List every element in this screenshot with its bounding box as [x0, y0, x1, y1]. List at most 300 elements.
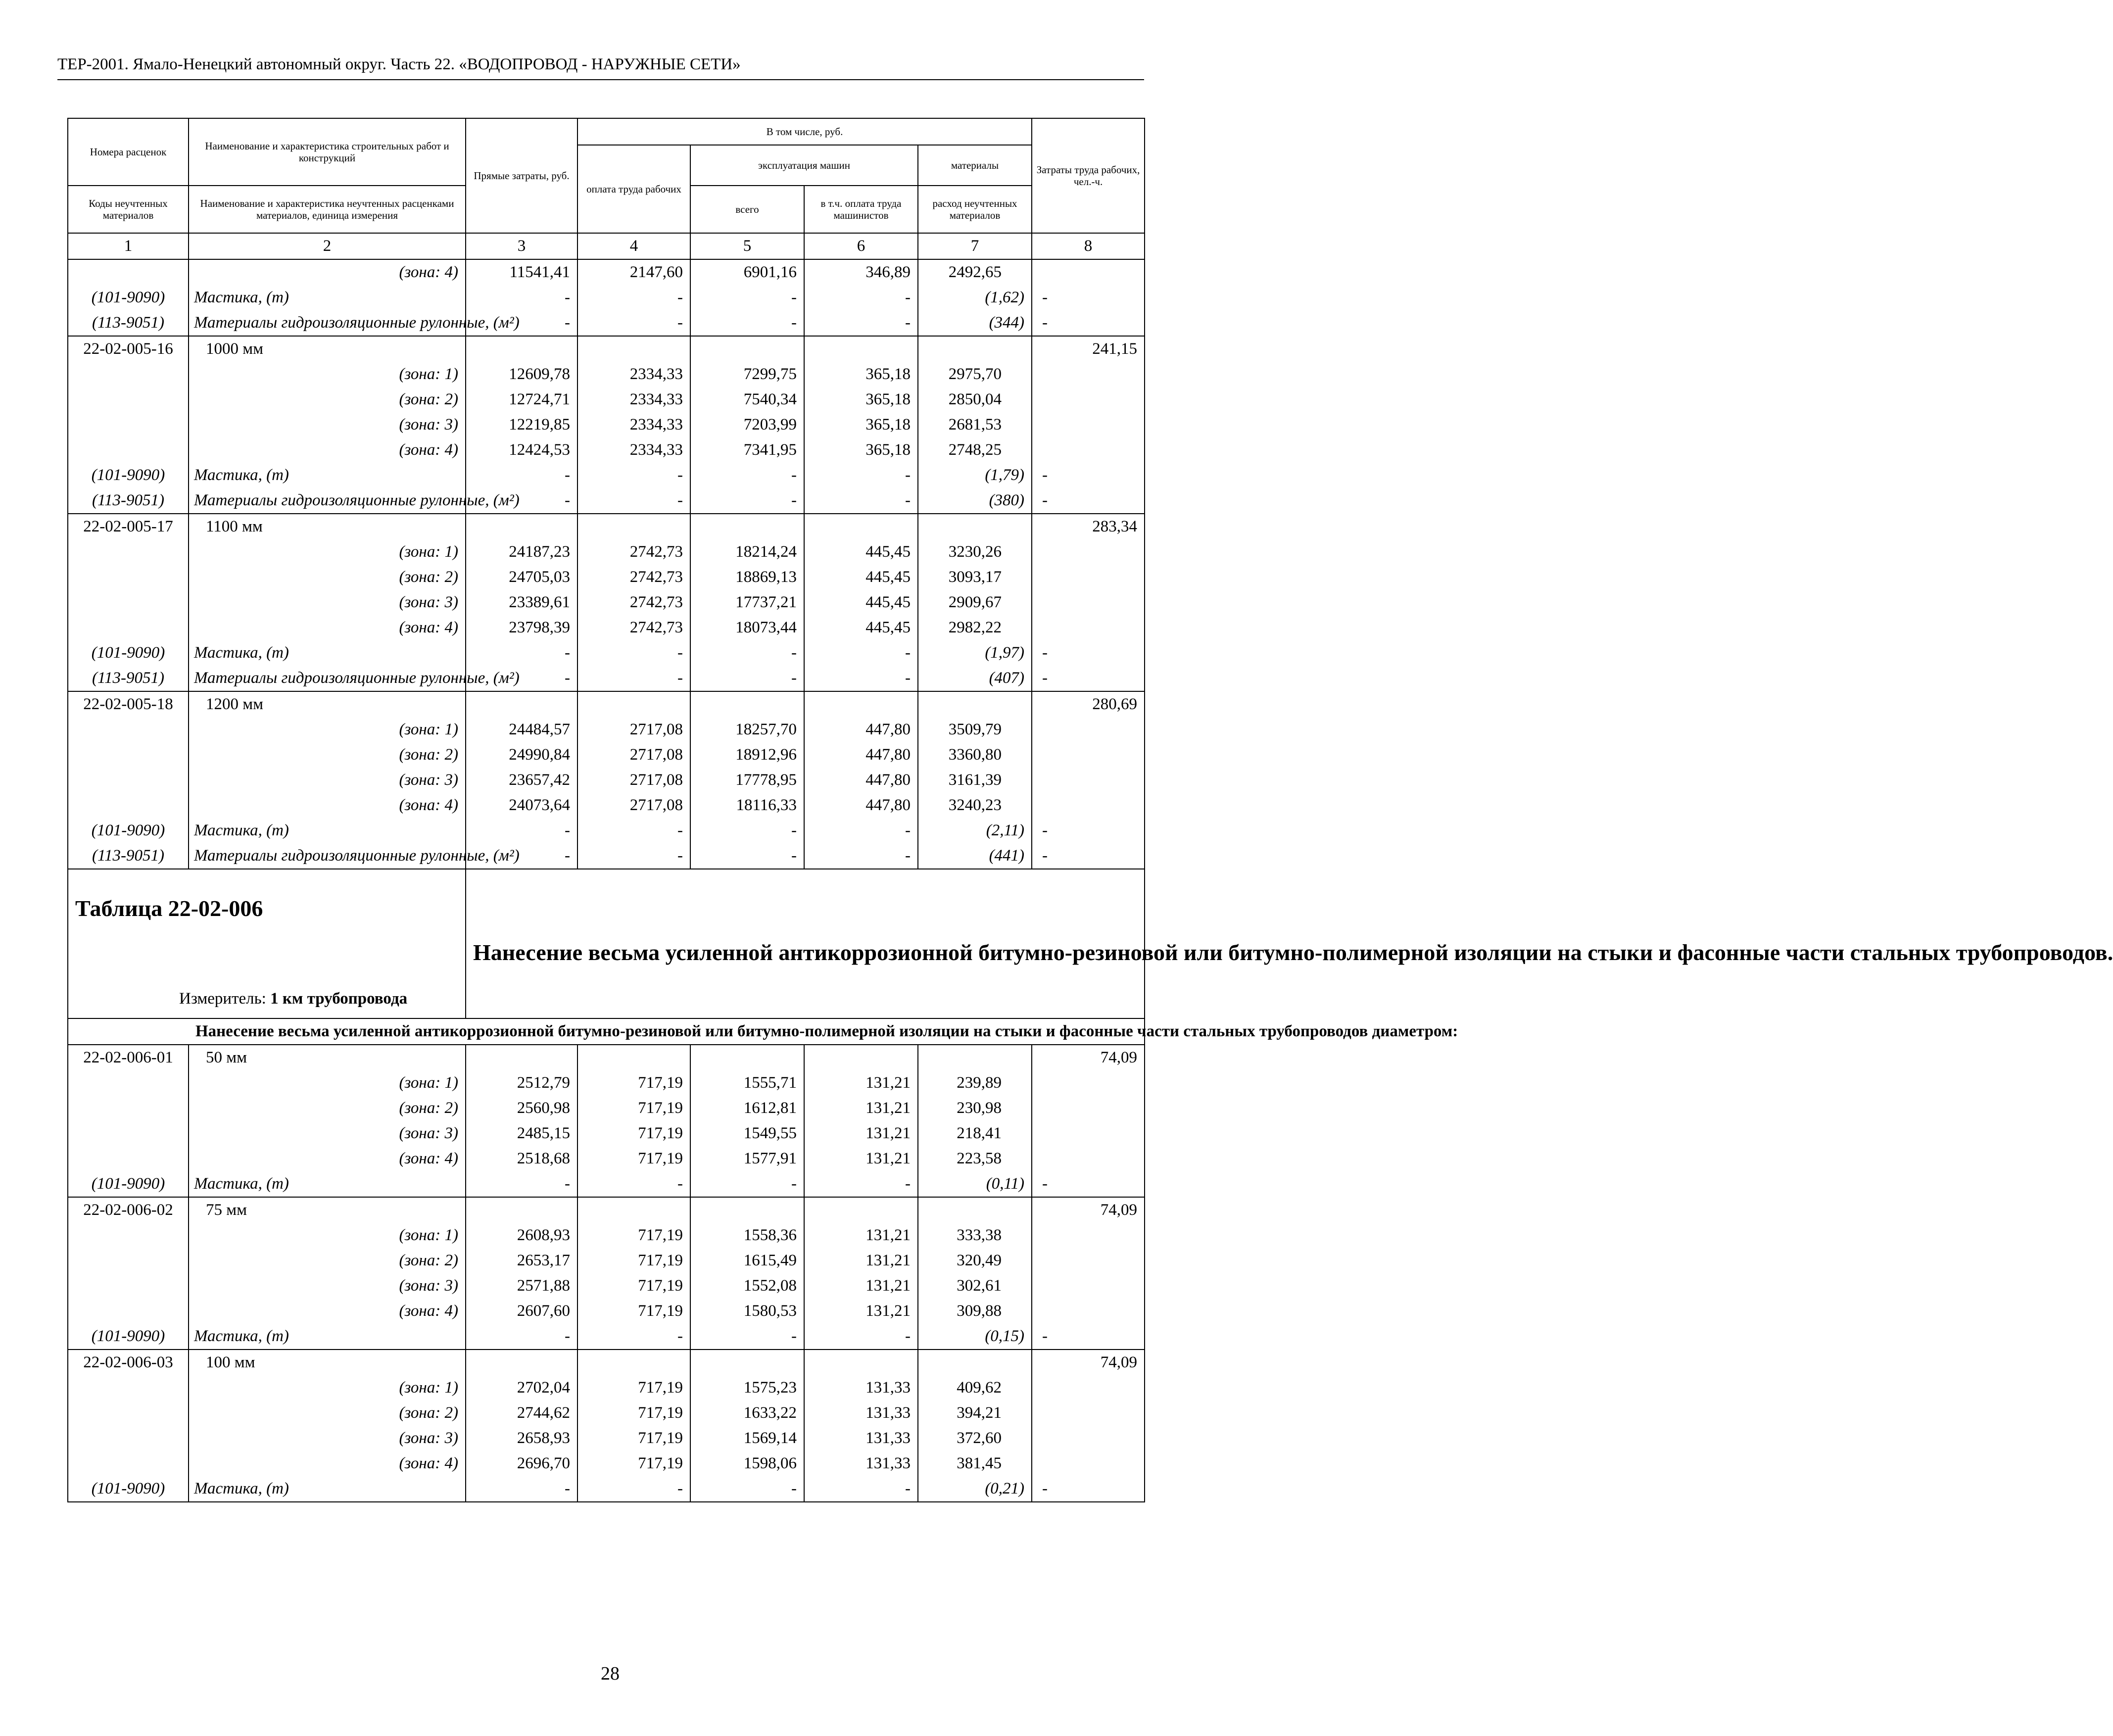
machines-cost: 17737,21: [690, 590, 804, 615]
empty-cell: [1032, 259, 1145, 285]
rate-header-row: [68, 1045, 1145, 1070]
table-intro: [189, 1018, 1458, 1045]
material-name: Материалы гидроизоляционные рулонные, (м²): [189, 310, 466, 336]
direct-cost: 2485,15: [466, 1121, 577, 1146]
machinists-cost: 131,33: [804, 1375, 918, 1400]
dash-cell: -: [1032, 640, 1145, 666]
zone-row: [68, 742, 1145, 768]
wages-cost: 717,19: [577, 1299, 690, 1324]
empty-cell: [1032, 437, 1145, 463]
machines-cost: 18214,24: [690, 539, 804, 565]
empty-cell: [1032, 1070, 1145, 1096]
col-name-work: Наименование и характеристика строительных работ и конструкций: [189, 118, 466, 186]
zone-row: [68, 793, 1145, 818]
empty-cell: [1032, 1375, 1145, 1400]
col-num-rate: Номера расценок: [68, 118, 189, 186]
zone-label: (зона: 1): [189, 1375, 466, 1400]
wages-cost: 717,19: [577, 1400, 690, 1426]
empty-cell: [690, 336, 804, 362]
header-row-1: [68, 118, 1145, 145]
table-body-22-02-005: [68, 259, 1145, 869]
wages-cost: 2742,73: [577, 615, 690, 640]
empty-cell: [1032, 768, 1145, 793]
empty-cell: [1032, 793, 1145, 818]
machinists-cost: 131,21: [804, 1223, 918, 1248]
labor-cost: 283,34: [1032, 514, 1145, 539]
machines-cost: 18116,33: [690, 793, 804, 818]
dash-cell: -: [1032, 463, 1145, 488]
material-name: Материалы гидроизоляционные рулонные, (м²): [189, 488, 466, 514]
machines-cost: 7341,95: [690, 437, 804, 463]
dash-cell: -: [466, 488, 577, 514]
zone-row: [68, 717, 1145, 742]
rates-table: [67, 118, 2113, 1502]
machines-cost: 1575,23: [690, 1375, 804, 1400]
machinists-cost: 131,21: [804, 1070, 918, 1096]
zone-label: (зона: 3): [189, 1426, 466, 1451]
dash-cell: -: [1032, 818, 1145, 843]
zone-row: [68, 768, 1145, 793]
machines-cost: 7299,75: [690, 362, 804, 387]
dash-cell: -: [690, 488, 804, 514]
machinists-cost: 365,18: [804, 412, 918, 437]
dash-cell: -: [577, 463, 690, 488]
page-header: ТЕР-2001. Ямало-Ненецкий автономный округ. Часть 22. «ВОДОПРОВОД - НАРУЖНЫЕ СЕТИ»: [57, 55, 741, 73]
material-amount: (441): [918, 843, 1032, 869]
materials-cost: 3240,23: [918, 793, 1032, 818]
col-number: 5: [690, 233, 804, 259]
empty-cell: [68, 590, 189, 615]
machines-cost: 1569,14: [690, 1426, 804, 1451]
direct-cost: 2608,93: [466, 1223, 577, 1248]
machines-cost: 7203,99: [690, 412, 804, 437]
rate-header-row: [68, 336, 1145, 362]
dash-cell: -: [804, 1324, 918, 1350]
zone-row: [68, 437, 1145, 463]
zone-label: (зона: 2): [189, 1096, 466, 1121]
col-codes: Коды неучтенных материалов: [68, 186, 189, 233]
material-row: [68, 488, 1145, 514]
machinists-cost: 447,80: [804, 717, 918, 742]
machines-cost: 1549,55: [690, 1121, 804, 1146]
empty-cell: [1032, 362, 1145, 387]
empty-cell: [68, 1451, 189, 1476]
zone-row: [68, 387, 1145, 412]
machines-cost: 18869,13: [690, 565, 804, 590]
wages-cost: 2334,33: [577, 437, 690, 463]
material-name: Материалы гидроизоляционные рулонные, (м²): [189, 843, 466, 869]
zone-label: (зона: 1): [189, 1070, 466, 1096]
empty-cell: [804, 1350, 918, 1375]
machines-cost: 1552,08: [690, 1273, 804, 1299]
col-materials: материалы: [918, 145, 1032, 186]
empty-cell: [68, 1426, 189, 1451]
machinists-cost: 131,21: [804, 1121, 918, 1146]
material-amount: (0,11): [918, 1171, 1032, 1197]
zone-row: [68, 1426, 1145, 1451]
direct-cost: 2744,62: [466, 1400, 577, 1426]
direct-cost: 23657,42: [466, 768, 577, 793]
direct-cost: 24187,23: [466, 539, 577, 565]
zone-label: (зона: 2): [189, 387, 466, 412]
empty-cell: [690, 691, 804, 717]
labor-cost: 74,09: [1032, 1045, 1145, 1070]
col-number: 3: [466, 233, 577, 259]
rate-header-row: [68, 514, 1145, 539]
labor-cost: 74,09: [1032, 1350, 1145, 1375]
dash-cell: -: [466, 818, 577, 843]
dash-cell: -: [690, 818, 804, 843]
machines-cost: 1598,06: [690, 1451, 804, 1476]
dash-cell: -: [1032, 488, 1145, 514]
materials-cost: 3230,26: [918, 539, 1032, 565]
material-row: [68, 843, 1145, 869]
direct-cost: 2658,93: [466, 1426, 577, 1451]
dash-cell: -: [577, 640, 690, 666]
zone-row: [68, 1451, 1145, 1476]
machinists-cost: 131,33: [804, 1400, 918, 1426]
table-body-22-02-006: [68, 1045, 1145, 1502]
dash-cell: -: [466, 843, 577, 869]
machines-cost: 1558,36: [690, 1223, 804, 1248]
dash-cell: -: [804, 1476, 918, 1502]
direct-cost: 23798,39: [466, 615, 577, 640]
zone-row: [68, 1400, 1145, 1426]
zone-row: [68, 1299, 1145, 1324]
empty-cell: [918, 514, 1032, 539]
machines-cost: 1555,71: [690, 1070, 804, 1096]
direct-cost: 2560,98: [466, 1096, 577, 1121]
empty-cell: [804, 1197, 918, 1223]
dash-cell: -: [577, 310, 690, 336]
material-code: (101-9090): [68, 1324, 189, 1350]
empty-cell: [1032, 615, 1145, 640]
empty-cell: [1032, 1146, 1145, 1171]
empty-cell: [1032, 412, 1145, 437]
material-row: [68, 640, 1145, 666]
materials-cost: 239,89: [918, 1070, 1032, 1096]
material-name: Мастика, (т): [189, 1476, 466, 1502]
machines-cost: 18912,96: [690, 742, 804, 768]
machinists-cost: 131,21: [804, 1146, 918, 1171]
wages-cost: 2742,73: [577, 565, 690, 590]
dash-cell: -: [466, 285, 577, 310]
materials-cost: 223,58: [918, 1146, 1032, 1171]
empty-cell: [690, 1045, 804, 1070]
zone-label: (зона: 2): [189, 1400, 466, 1426]
machinists-cost: 447,80: [804, 793, 918, 818]
rate-size: 75 мм: [189, 1197, 466, 1223]
dash-cell: -: [1032, 843, 1145, 869]
zone-label: (зона: 4): [189, 1299, 466, 1324]
zone-row: [68, 1273, 1145, 1299]
zone-label: (зона: 2): [189, 742, 466, 768]
wages-cost: 717,19: [577, 1426, 690, 1451]
col-machines: эксплуатация машин: [690, 145, 918, 186]
wages-cost: 717,19: [577, 1070, 690, 1096]
zone-label: (зона: 2): [189, 565, 466, 590]
material-row: [68, 1476, 1145, 1502]
dash-cell: -: [804, 310, 918, 336]
empty-cell: [1032, 565, 1145, 590]
header-rule: [57, 79, 1144, 80]
dash-cell: -: [804, 843, 918, 869]
empty-cell: [68, 1146, 189, 1171]
empty-cell: [466, 1350, 577, 1375]
direct-cost: 2702,04: [466, 1375, 577, 1400]
rate-code: 22-02-006-01: [68, 1045, 189, 1070]
zone-label: (зона: 4): [189, 615, 466, 640]
dash-cell: -: [1032, 1171, 1145, 1197]
materials-cost: 3093,17: [918, 565, 1032, 590]
empty-cell: [1032, 1299, 1145, 1324]
material-row: [68, 818, 1145, 843]
material-row: [68, 666, 1145, 691]
zone-row: [68, 1248, 1145, 1273]
material-code: (101-9090): [68, 1476, 189, 1502]
labor-cost: 241,15: [1032, 336, 1145, 362]
machinists-cost: 346,89: [804, 259, 918, 285]
direct-cost: 24705,03: [466, 565, 577, 590]
dash-cell: -: [690, 640, 804, 666]
direct-cost: 23389,61: [466, 590, 577, 615]
empty-cell: [918, 336, 1032, 362]
dash-cell: -: [1032, 310, 1145, 336]
empty-cell: [68, 793, 189, 818]
machines-cost: 18257,70: [690, 717, 804, 742]
wages-cost: 2717,08: [577, 793, 690, 818]
empty-cell: [68, 717, 189, 742]
col-name-mat: Наименование и характеристика неучтенных расценками материалов, единица измерения: [189, 186, 466, 233]
direct-cost: 12609,78: [466, 362, 577, 387]
empty-cell: [690, 1350, 804, 1375]
wages-cost: 2717,08: [577, 717, 690, 742]
empty-cell: [1032, 539, 1145, 565]
materials-cost: 320,49: [918, 1248, 1032, 1273]
wages-cost: 717,19: [577, 1375, 690, 1400]
dash-cell: -: [577, 1476, 690, 1502]
materials-cost: 2909,67: [918, 590, 1032, 615]
materials-cost: 394,21: [918, 1400, 1032, 1426]
col-number: 6: [804, 233, 918, 259]
table-number: Таблица 22-02-006: [75, 896, 263, 921]
empty-cell: [68, 1096, 189, 1121]
empty-cell: [1032, 717, 1145, 742]
dash-cell: -: [577, 818, 690, 843]
materials-cost: 3161,39: [918, 768, 1032, 793]
zone-label: (зона: 4): [189, 793, 466, 818]
material-name: Мастика, (т): [189, 640, 466, 666]
page-number: 28: [601, 1663, 620, 1684]
empty-cell: [1032, 1426, 1145, 1451]
empty-cell: [1032, 1096, 1145, 1121]
materials-cost: 2748,25: [918, 437, 1032, 463]
zone-row: [68, 259, 1145, 285]
material-code: (101-9090): [68, 463, 189, 488]
rate-code: 22-02-006-03: [68, 1350, 189, 1375]
materials-cost: 309,88: [918, 1299, 1032, 1324]
direct-cost: 2518,68: [466, 1146, 577, 1171]
direct-cost: 12219,85: [466, 412, 577, 437]
empty-cell: [466, 691, 577, 717]
intro-text: Нанесение весьма усиленной антикоррозионной битумно-резиновой или битумно-полимерной изоляции на стыки и фасонные части стальных трубопроводов диаметром:: [195, 1022, 1458, 1040]
rate-code: 22-02-005-17: [68, 514, 189, 539]
table-intro-row: [68, 1018, 1145, 1045]
dash-cell: -: [577, 1171, 690, 1197]
col-direct: Прямые затраты, руб.: [466, 118, 577, 233]
zone-label: (зона: 3): [189, 768, 466, 793]
machinists-cost: 445,45: [804, 615, 918, 640]
empty-cell: [918, 1197, 1032, 1223]
direct-cost: 2696,70: [466, 1451, 577, 1476]
zone-label: (зона: 3): [189, 590, 466, 615]
dash-cell: -: [466, 310, 577, 336]
col-incl: В том числе, руб.: [577, 118, 1032, 145]
rate-size: 1200 мм: [189, 691, 466, 717]
zone-row: [68, 615, 1145, 640]
col-total: всего: [690, 186, 804, 233]
direct-cost: 2571,88: [466, 1273, 577, 1299]
empty-cell: [1032, 1248, 1145, 1273]
material-amount: (0,21): [918, 1476, 1032, 1502]
machines-cost: 6901,16: [690, 259, 804, 285]
dash-cell: -: [804, 1171, 918, 1197]
direct-cost: 24484,57: [466, 717, 577, 742]
machines-cost: 17778,95: [690, 768, 804, 793]
materials-cost: 2850,04: [918, 387, 1032, 412]
table-banner: [68, 869, 1145, 1018]
wages-cost: 2334,33: [577, 412, 690, 437]
zone-row: [68, 1375, 1145, 1400]
dash-cell: -: [1032, 1476, 1145, 1502]
direct-cost: 2607,60: [466, 1299, 577, 1324]
dash-cell: -: [466, 640, 577, 666]
rate-size: 1000 мм: [189, 336, 466, 362]
wages-cost: 717,19: [577, 1121, 690, 1146]
dash-cell: -: [1032, 1324, 1145, 1350]
empty-cell: [690, 514, 804, 539]
machinists-cost: 447,80: [804, 742, 918, 768]
machinists-cost: 445,45: [804, 590, 918, 615]
zone-row: [68, 362, 1145, 387]
zone-label: (зона: 2): [189, 1248, 466, 1273]
empty-cell: [68, 768, 189, 793]
machines-cost: 1580,53: [690, 1299, 804, 1324]
empty-cell: [1032, 1451, 1145, 1476]
dash-cell: -: [804, 488, 918, 514]
dash-cell: -: [466, 1476, 577, 1502]
zone-label: (зона: 1): [189, 1223, 466, 1248]
direct-cost: 11541,41: [466, 259, 577, 285]
material-row: [68, 1324, 1145, 1350]
empty-cell: [577, 691, 690, 717]
empty-cell: [1032, 1273, 1145, 1299]
dash-cell: -: [690, 843, 804, 869]
material-name: Мастика, (т): [189, 285, 466, 310]
zone-label: (зона: 4): [189, 1451, 466, 1476]
empty-cell: [68, 565, 189, 590]
col-number: 2: [189, 233, 466, 259]
empty-cell: [577, 1350, 690, 1375]
direct-cost: 2653,17: [466, 1248, 577, 1273]
dash-cell: -: [690, 463, 804, 488]
direct-cost: 24073,64: [466, 793, 577, 818]
wages-cost: 2717,08: [577, 742, 690, 768]
rate-header-row: [68, 1197, 1145, 1223]
materials-cost: 333,38: [918, 1223, 1032, 1248]
rate-code: 22-02-005-18: [68, 691, 189, 717]
empty-cell: [1032, 742, 1145, 768]
wages-cost: 717,19: [577, 1273, 690, 1299]
dash-cell: -: [466, 463, 577, 488]
materials-cost: 3509,79: [918, 717, 1032, 742]
wages-cost: 717,19: [577, 1248, 690, 1273]
zone-row: [68, 539, 1145, 565]
col-number: 7: [918, 233, 1032, 259]
dash-cell: -: [804, 666, 918, 691]
machinists-cost: 131,21: [804, 1096, 918, 1121]
empty-cell: [804, 1045, 918, 1070]
dash-cell: -: [804, 463, 918, 488]
dash-cell: -: [804, 285, 918, 310]
empty-cell: [804, 691, 918, 717]
material-code: (101-9090): [68, 818, 189, 843]
machines-cost: 18073,44: [690, 615, 804, 640]
dash-cell: -: [577, 488, 690, 514]
dash-cell: -: [690, 285, 804, 310]
empty-cell: [1032, 387, 1145, 412]
measure-label: Измеритель:: [179, 990, 266, 1008]
material-name: Мастика, (т): [189, 1324, 466, 1350]
labor-cost: 280,69: [1032, 691, 1145, 717]
material-row: [68, 463, 1145, 488]
material-amount: (2,11): [918, 818, 1032, 843]
empty-cell: [68, 742, 189, 768]
wages-cost: 2742,73: [577, 590, 690, 615]
machinists-cost: 131,33: [804, 1451, 918, 1476]
materials-cost: 2982,22: [918, 615, 1032, 640]
dash-cell: -: [466, 1324, 577, 1350]
col-unaccounted: расход неучтенных материалов: [918, 186, 1032, 233]
machines-cost: 7540,34: [690, 387, 804, 412]
zone-label: (зона: 4): [189, 437, 466, 463]
empty-cell: [68, 437, 189, 463]
machinists-cost: 365,18: [804, 362, 918, 387]
empty-cell: [1032, 1400, 1145, 1426]
dash-cell: -: [1032, 285, 1145, 310]
material-name: Материалы гидроизоляционные рулонные, (м²): [189, 666, 466, 691]
empty-cell: [68, 1400, 189, 1426]
empty-cell: [577, 336, 690, 362]
empty-cell: [577, 1045, 690, 1070]
dash-cell: -: [577, 843, 690, 869]
empty-cell: [68, 615, 189, 640]
zone-row: [68, 1121, 1145, 1146]
machinists-cost: 445,45: [804, 565, 918, 590]
rate-header-row: [68, 691, 1145, 717]
rate-code: 22-02-006-02: [68, 1197, 189, 1223]
materials-cost: 372,60: [918, 1426, 1032, 1451]
direct-cost: 24990,84: [466, 742, 577, 768]
dash-cell: -: [466, 1171, 577, 1197]
empty-cell: [690, 1197, 804, 1223]
empty-cell: [466, 1197, 577, 1223]
rate-size: 1100 мм: [189, 514, 466, 539]
empty-cell: [804, 336, 918, 362]
empty-cell: [68, 1070, 189, 1096]
dash-cell: -: [690, 310, 804, 336]
empty-cell: [466, 1045, 577, 1070]
